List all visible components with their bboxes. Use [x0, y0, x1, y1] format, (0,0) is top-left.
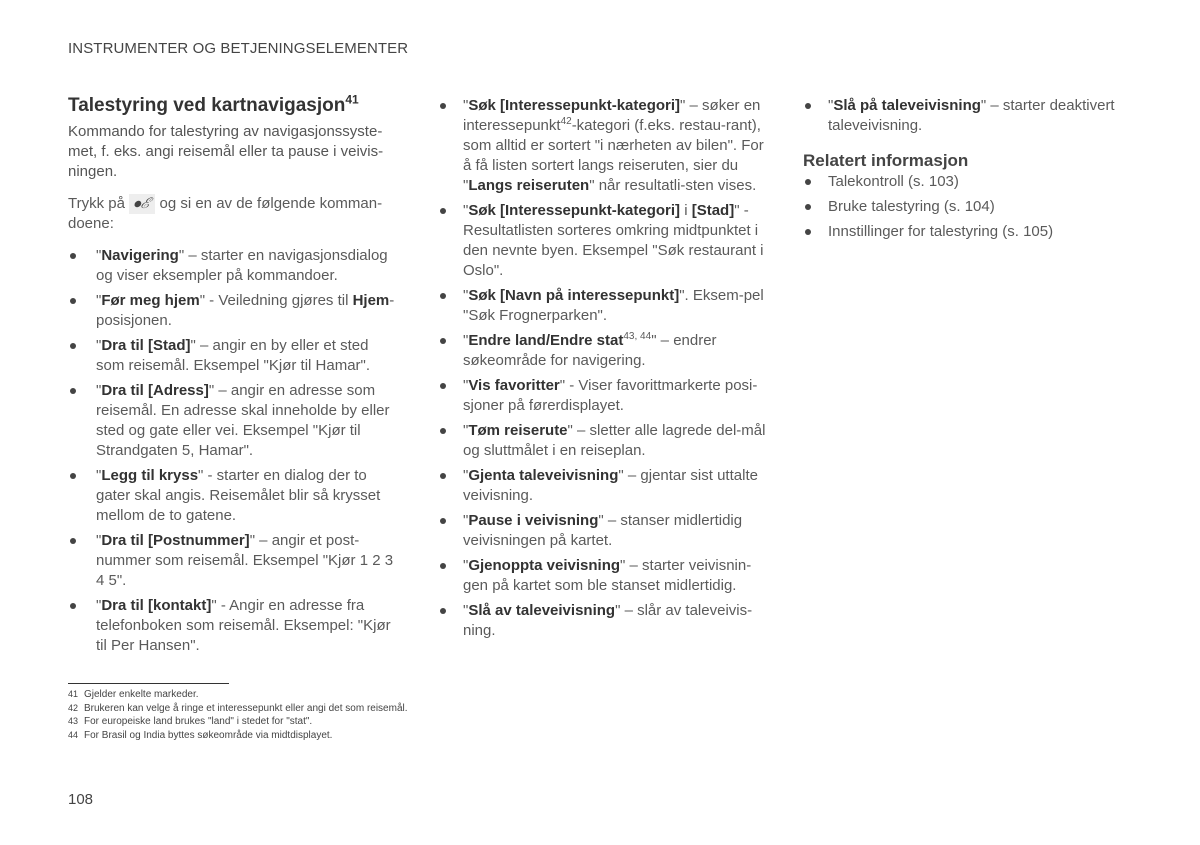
command-text: " [463, 467, 469, 484]
footnote-number: 42 [68, 702, 79, 713]
command-text: " [463, 287, 469, 304]
command-item [438, 556, 770, 596]
command-name: Dra til [Adress] [101, 382, 209, 399]
command-text: " – endrer søkeområde for navigering. [463, 332, 717, 369]
command-text: " [96, 532, 102, 549]
command-name: Legg til kryss [101, 467, 199, 484]
command-name: Søk [Interessepunkt-kategori] [468, 97, 681, 114]
related-link[interactable]: Innstillinger for talestyring (s. 105) [803, 222, 1123, 242]
command-text: " [463, 602, 469, 619]
footnote-divider [68, 683, 229, 684]
related-links [803, 172, 1123, 242]
command-item [438, 466, 770, 506]
footnote-text: Brukeren kan velge å ringe et interessepunkt eller angi det som reisemål. [84, 702, 408, 714]
command-text: " [463, 377, 469, 394]
command-text: " [463, 557, 469, 574]
command-item [438, 331, 770, 371]
command-text: " [96, 467, 102, 484]
command-item [68, 246, 398, 286]
footnote-number: 44 [68, 729, 79, 740]
command-text: " - Viser favorittmarkerte posi-sjoner på førerdisplayet. [463, 377, 758, 414]
command-text: " – stanser midlertidig veivisningen på kartet. [463, 512, 743, 549]
footnote [68, 729, 408, 743]
command-item [68, 291, 398, 331]
command-text: " – søker en interessepunkt [463, 97, 761, 134]
press-after-text: og si en av de følgende komman-doene: [68, 195, 383, 232]
command-list-3 [803, 96, 1123, 136]
command-name: Dra til [Postnummer] [101, 532, 250, 549]
command-text: " når resultatli-sten vises. [589, 177, 757, 194]
command-name: Gjenoppta veivisning [468, 557, 621, 574]
footnote-ref[interactable]: 41 [345, 92, 359, 107]
command-text: " [463, 512, 469, 529]
command-name: Gjenta taleveivisning [468, 467, 619, 484]
command-text: " – angir en adresse som reisemål. En adresse skal inneholde by eller sted og gate eller vei. Eksempel "Kjør til Strandgaten 5, Hamar". [96, 382, 390, 459]
command-text: " – starter deaktivert taleveivisning. [828, 97, 1115, 134]
command-item [438, 421, 770, 461]
related-title: Relatert informasjon [803, 151, 969, 170]
command-item [438, 376, 770, 416]
command-item [68, 596, 398, 656]
footnotes [68, 688, 408, 742]
command-text: " – starter veivisnin-gen på kartet som ble stanset midlertidig. [463, 557, 752, 594]
command-item [438, 201, 770, 281]
command-text: -posisjonen. [96, 292, 395, 329]
running-header: INSTRUMENTER OG BETJENINGSELEMENTER [68, 40, 409, 57]
command-text: " - starter en dialog der to gater skal angis. Reisemålet blir så krysset mellom de to gatene. [96, 467, 381, 524]
command-text: " [463, 97, 469, 114]
command-item [438, 96, 770, 196]
command-list-2 [438, 96, 770, 641]
command-text: ". Eksem-pel "Søk Frognerparken". [463, 287, 764, 324]
command-name: Dra til [Stad] [101, 337, 191, 354]
command-text: " – angir et post-nummer som reisemål. Eksempel "Kjør 1 2 3 4 5". [96, 532, 394, 589]
command-item [438, 511, 770, 551]
command-name: Navigering [101, 247, 179, 264]
command-text: " [96, 247, 102, 264]
command-text: " – starter en navigasjonsdialog og viser eksempler på kommandoer. [96, 247, 388, 284]
command-name: Tøm reiserute [468, 422, 568, 439]
command-text: " – sletter alle lagrede del-mål og sluttmålet i en reiseplan. [463, 422, 766, 459]
command-name: Langs reiseruten [468, 177, 590, 194]
related-link[interactable]: Talekontroll (s. 103) [803, 172, 1123, 192]
command-text: " [463, 332, 469, 349]
command-text: i [680, 202, 692, 219]
footnote-text: Gjelder enkelte markeder. [84, 689, 199, 700]
footnote-ref[interactable]: 42 [560, 116, 572, 127]
column-3 [803, 96, 1123, 247]
command-name: Før meg hjem [101, 292, 200, 309]
command-item [68, 381, 398, 461]
command-name: Vis favoritter [468, 377, 560, 394]
command-name: Søk [Navn på interessepunkt] [468, 287, 680, 304]
command-text: " [96, 337, 102, 354]
footnote-number: 43 [68, 716, 79, 726]
column-2 [438, 96, 770, 646]
command-text: " - Angir en adresse fra telefonboken som reisemål. Eksempel: "Kjør til Per Hansen". [96, 597, 391, 654]
command-item [68, 531, 398, 591]
command-item [68, 466, 398, 526]
command-name: Dra til [kontakt] [101, 597, 212, 614]
command-text: " [828, 97, 834, 114]
footnote [68, 688, 408, 702]
command-text: " [96, 382, 102, 399]
footnote-text: For Brasil og India byttes søkeområde via midtdisplayet. [84, 729, 333, 741]
command-list-1 [68, 246, 398, 656]
command-text: " [96, 597, 102, 614]
page-number: 108 [68, 791, 94, 808]
command-text: " [463, 202, 469, 219]
column-1 [68, 94, 398, 661]
intro-text: Kommando for talestyring av navigasjonssyste-met, f. eks. angi reisemål eller ta pause i veivis-ningen. [68, 123, 384, 180]
command-name: Slå av taleveivisning [468, 602, 616, 619]
footnote [68, 702, 408, 716]
command-text: " - Resultatlisten sorteres omkring midtpunktet i den nevnte byen. Eksempel "Søk restaurant i Oslo". [463, 202, 764, 279]
related-link[interactable]: Bruke talestyring (s. 104) [803, 197, 1123, 217]
command-item [438, 286, 770, 326]
command-text: " – slår av taleveivis-ning. [463, 602, 753, 639]
command-name: Endre land/Endre stat [468, 332, 624, 349]
command-text: " [96, 292, 102, 309]
command-name: [Stad] [691, 202, 735, 219]
section-title [68, 94, 398, 118]
press-before-text: Trykk på [68, 195, 125, 212]
command-item [68, 336, 398, 376]
footnote-text: For europeiske land brukes "land" i stedet for "stat". [84, 716, 313, 727]
command-name: Pause i veivisning [468, 512, 599, 529]
footnote-number: 41 [68, 689, 79, 699]
command-text: -kategori (f.eks. restau-rant), som alltid er sortert "i nærheten av bilen". For å få listen sortert langs reiseruten, sier du " [463, 117, 764, 194]
command-name: Søk [Interessepunkt-kategori] [468, 202, 681, 219]
footnote-ref[interactable]: 43, 44 [623, 331, 652, 342]
footnote [68, 715, 408, 729]
command-text: " - Veiledning gjøres til [199, 292, 353, 309]
command-name: Hjem [352, 292, 390, 309]
command-name: Slå på taleveivisning [833, 97, 981, 114]
command-item [803, 96, 1123, 136]
section-title-text: Talestyring ved kartnavigasjon [68, 95, 346, 116]
voice-control-icon: ⦁ℰ [129, 194, 155, 214]
command-text: " [463, 422, 469, 439]
press-instruction [68, 194, 398, 234]
command-item [438, 601, 770, 641]
command-text: " – angir en by eller et sted som reisemål. Eksempel "Kjør til Hamar". [96, 337, 371, 374]
command-text: " – gjentar sist uttalte veivisning. [463, 467, 758, 504]
